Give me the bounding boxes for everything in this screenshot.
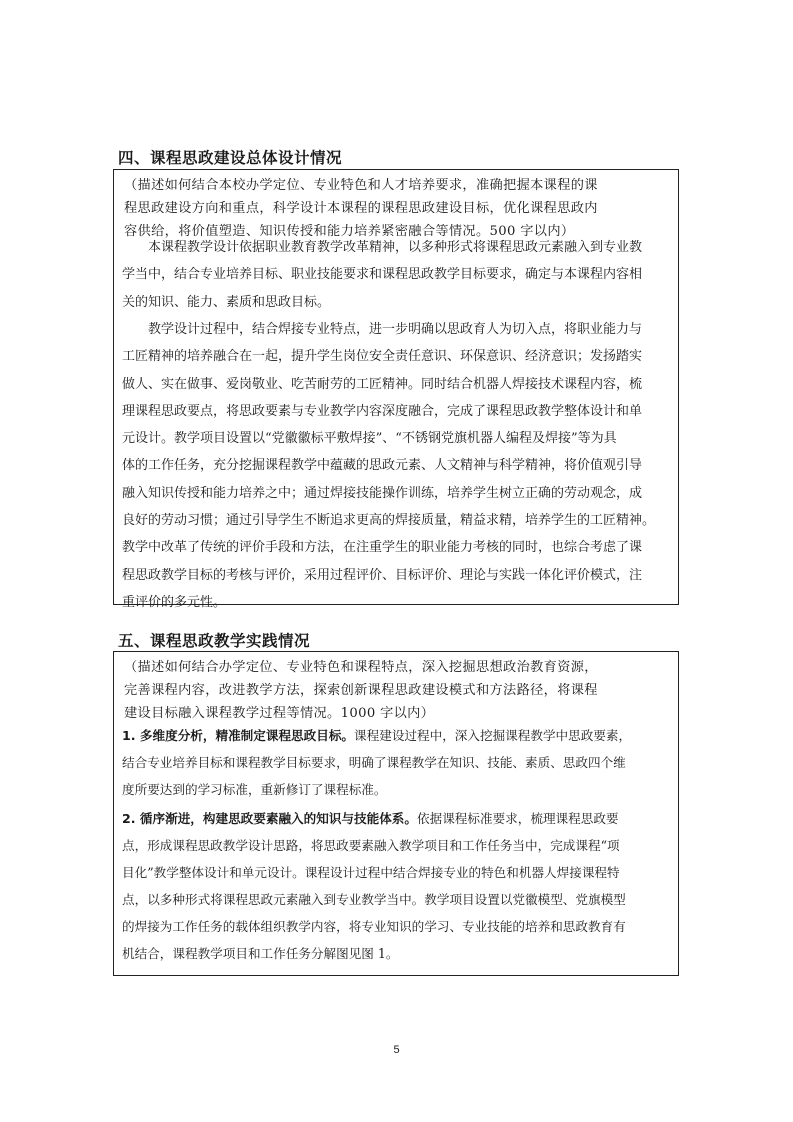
paragraph-line: 体的工作任务，充分挖掘课程教学中蕴藏的思政元素、人文精神与科学精神，将价值观引导 [122, 458, 643, 474]
section-4-box [113, 169, 679, 610]
instruction-line: （描述如何结合办学定位、专业特色和课程特点，深入挖掘思想政治教育资源， [124, 660, 598, 675]
paragraph-line: 关的知识、能力、素质和思政目标。 [122, 294, 331, 310]
item-2-lead: 依据课程标准要求，梳理课程思政要 [417, 811, 619, 826]
item-1-lead: 课程建设过程中，深入挖掘课程教学中思政要素， [354, 728, 632, 743]
instruction-line: 容供给，将价值塑造、知识传授和能力培养紧密融合等情况。500 字以内） [124, 224, 575, 239]
instruction-line: （描述如何结合本校办学定位、专业特色和人才培养要求，准确把握本课程的课 [124, 178, 598, 193]
paragraph-line: 度所要达到的学习标准，重新修订了课程标准。 [122, 782, 387, 797]
paragraph-line: 点，形成课程思政教学设计思路，将思政要素融入教学项目和工作任务当中，完成课程“项 [122, 838, 620, 853]
page-number: 5 [393, 1044, 400, 1056]
section-4-paragraph-1 [122, 234, 672, 316]
section-5-box [113, 651, 679, 976]
paragraph-line: 学当中，结合专业培养目标、职业技能要求和课程思政教学目标要求，确定与本课程内容相 [122, 267, 643, 283]
section-5-instruction [124, 656, 670, 725]
paragraph-line: 元设计。教学项目设置以“党徽徽标平敷焊接”、“不锈钢党旗机器人编程及焊接”等为具 [122, 431, 617, 447]
item-1-title: 1. 多维度分析，精准制定课程思政目标。 [122, 728, 355, 743]
section-4-paragraph-2 [122, 316, 672, 616]
instruction-line: 程思政建设方向和重点，科学设计本课程的课程思政建设目标，优化课程思政内 [124, 201, 598, 216]
section-5-heading: 五、课程思政教学实践情况 [118, 632, 311, 650]
item-first-line [122, 805, 672, 832]
item-first-line [122, 722, 672, 749]
item-2-title: 2. 循序渐进，构建思政要素融入的知识与技能体系。 [122, 811, 417, 826]
paragraph-line: 的焊接为工作任务的载体组织教学内容，将专业知识的学习、专业技能的培养和思政教育有 [122, 919, 626, 934]
section-5-item-2 [122, 805, 672, 967]
paragraph-line: 教学设计过程中，结合焊接专业特点，进一步明确以思政育人为切入点，将职业能力与 [148, 322, 643, 337]
instruction-line: 建设目标融入课程教学过程等情况。1000 字以内） [124, 706, 435, 721]
section-4-heading: 四、课程思政建设总体设计情况 [118, 149, 343, 167]
section-5-item-1 [122, 722, 672, 803]
paragraph-line: 融入知识传授和能力培养之中；通过焊接技能操作训练，培养学生树立正确的劳动观念，成 [122, 485, 643, 501]
paragraph-line: 程思政教学目标的考核与评价，采用过程评价、目标评价、理论与实践一体化评价模式，注 [122, 567, 643, 583]
paragraph-line: 教学中改革了传统的评价手段和方法，在注重学生的职业能力考核的同时，也综合考虑了课 [122, 540, 643, 556]
paragraph-line: 良好的劳动习惯；通过引导学生不断追求更高的焊接质量，精益求精，培养学生的工匠精神。 [122, 513, 656, 529]
paragraph-line: 结合专业培养目标和课程教学目标要求，明确了课程教学在知识、技能、素质、思政四个维 [122, 755, 626, 770]
paragraph-line: 本课程教学设计依据职业教育教学改革精神，以多种形式将课程思政元素融入到专业教 [148, 240, 643, 255]
paragraph-line: 理课程思政要点，将思政要素与专业教学内容深度融合，完成了课程思政教学整体设计和单 [122, 403, 643, 419]
instruction-line: 完善课程内容，改进教学方法，探索创新课程思政建设模式和方法路径，将课程 [124, 683, 598, 698]
paragraph-line: 点，以多种形式将课程思政元素融入到专业教学当中。教学项目设置以党徽模型、党旗模型 [122, 892, 626, 907]
paragraph-line: 做人、实在做事、爱岗敬业、吃苦耐劳的工匠精神。同时结合机器人焊接技术课程内容，梳 [122, 376, 643, 392]
paragraph-line: 目化”教学整体设计和单元设计。课程设计过程中结合焊接专业的特色和机器人焊接课程特 [122, 865, 620, 880]
paragraph-line: 机结合，课程教学项目和工作任务分解图见图 1。 [122, 946, 399, 961]
paragraph-line: 工匠精神的培养融合在一起，提升学生岗位安全责任意识、环保意识、经济意识；发扬踏实 [122, 349, 643, 365]
paragraph-line: 重评价的多元性。 [122, 594, 227, 610]
section-4-instruction [124, 174, 670, 243]
